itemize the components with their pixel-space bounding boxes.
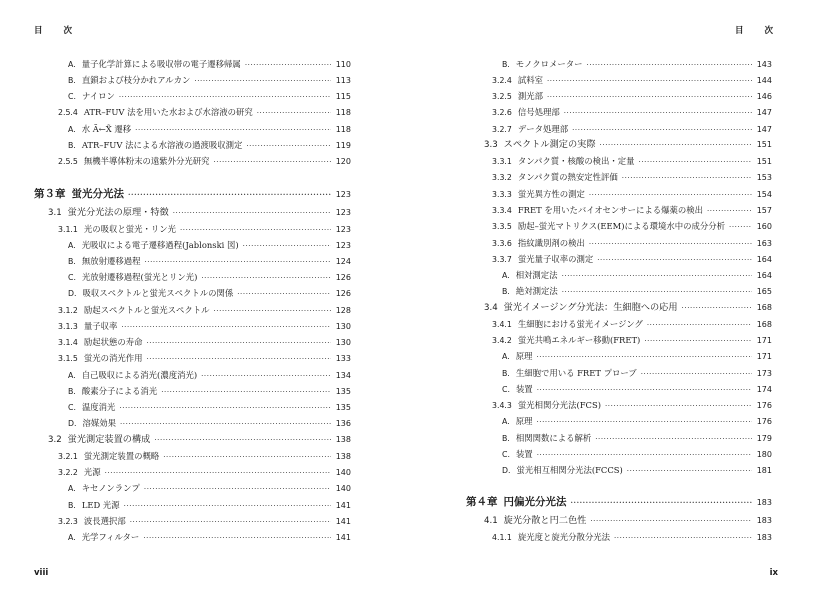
toc-entry-title: 励起スペクトルと蛍光スペクトル [83, 305, 210, 315]
toc-entry [484, 515, 772, 527]
toc-entry-number: C. [502, 385, 510, 394]
toc-entry-page: 118 [335, 108, 351, 117]
toc-entry [502, 464, 772, 476]
toc-entry-number: B. [68, 76, 76, 85]
toc-entry-number: A. [68, 125, 76, 134]
page-number: viii [34, 568, 49, 578]
dot-leader [605, 400, 752, 412]
toc-entry [58, 106, 351, 118]
toc-entry-number: 3.2.5 [492, 92, 512, 101]
toc-entry [492, 220, 772, 232]
toc-entry-page: 153 [756, 173, 772, 182]
dot-leader [180, 224, 331, 236]
toc-entry [492, 399, 772, 411]
toc-entry [68, 58, 351, 70]
toc-entry-page: 157 [756, 206, 772, 215]
toc-entry [492, 253, 772, 265]
dot-leader [587, 59, 753, 71]
toc-entry-page: 143 [756, 60, 772, 69]
toc-entry [484, 302, 772, 314]
toc-entry-number: C. [502, 450, 510, 459]
toc-entry-title: 蛍光測定装置の概略 [83, 451, 160, 461]
toc-entry-page: 164 [756, 255, 772, 264]
dot-leader [163, 451, 331, 463]
toc-entry [492, 334, 772, 346]
right-page [408, 0, 816, 599]
toc-entry-number: 3.4 [484, 303, 498, 313]
toc-entry-number: 4.1.1 [492, 533, 512, 542]
toc-entry-number: A. [68, 371, 76, 380]
running-header: 目 次 [735, 26, 782, 36]
dot-leader [547, 91, 752, 103]
toc-entry-page: 110 [335, 60, 351, 69]
toc-entry [48, 207, 351, 219]
toc-entry-page: 141 [335, 501, 351, 510]
toc-entry-title: タンパク質・核酸の検出・定量 [517, 156, 635, 166]
toc-entry [58, 466, 351, 478]
toc-entry-number: 3.2.1 [58, 452, 78, 461]
toc-entry-number: 3.3.3 [492, 190, 512, 199]
dot-leader [644, 335, 752, 347]
dot-leader [154, 434, 331, 446]
toc-entry-page: 135 [335, 387, 351, 396]
dot-leader [119, 402, 331, 414]
toc-entry-number: A. [68, 241, 76, 250]
toc-entry [492, 90, 772, 102]
toc-entry-title: 相関関数による解析 [515, 433, 592, 443]
toc-entry-title: 蛍光測定装置の構成 [67, 434, 151, 445]
dot-leader [639, 156, 752, 168]
toc-entry-number: 3.3.2 [492, 173, 512, 182]
toc-entry-page: 171 [756, 336, 772, 345]
toc-entry-title: 蛍光異方性の測定 [517, 189, 585, 199]
toc-entry-page: 120 [335, 157, 351, 166]
toc-entry-title: 旋光分散と円二色性 [503, 515, 587, 526]
toc-entry-page: 128 [335, 306, 351, 315]
toc-entry-number: 3.3.5 [492, 222, 512, 231]
dot-leader [257, 107, 331, 119]
dot-leader [536, 351, 752, 363]
toc-entry [68, 401, 351, 413]
toc-entry [492, 237, 772, 249]
toc-entry-number: A. [502, 417, 510, 426]
toc-entry [492, 171, 772, 183]
toc-entry-title: 蛍光相関分光法(FCS) [517, 400, 601, 410]
toc-entry-title: 無放射遷移過程 [81, 256, 141, 266]
toc-entry-title: 旋光度と旋光分散分光法 [517, 532, 610, 542]
toc-entry-title: ナイロン [81, 91, 115, 101]
toc-entry-number: 3.1 [48, 208, 62, 218]
dot-leader [537, 449, 752, 461]
toc-entry-number: 3.2 [48, 435, 62, 445]
toc-entry-page: 163 [756, 239, 772, 248]
toc-entry-number: 3.1.2 [58, 306, 78, 315]
toc-entry-number: 3.3.6 [492, 239, 512, 248]
toc-entry-number: 4.1 [484, 516, 498, 526]
toc-entry-number: 3.1.5 [58, 354, 78, 363]
dot-leader [614, 532, 752, 544]
toc-entry-title: 無機半導体粉末の遠紫外分光研究 [83, 156, 210, 166]
toc-entry [502, 58, 772, 70]
toc-entry-number: 3.1.1 [58, 225, 78, 234]
toc-entry [502, 432, 772, 444]
toc-entry-page: 136 [335, 419, 351, 428]
toc-entry [58, 155, 351, 167]
toc-entry-page: 119 [335, 141, 351, 150]
dot-leader [173, 207, 331, 219]
dot-leader [120, 418, 331, 430]
toc-entry-page: 130 [335, 322, 351, 331]
toc-entry-number: C. [68, 92, 76, 101]
toc-entry-number: 3.1.4 [58, 338, 78, 347]
toc-entry-title: 相対測定法 [515, 270, 558, 280]
toc-entry-number: B. [502, 369, 510, 378]
toc-entry-page: 173 [756, 369, 772, 378]
toc-entry-title: 温度消光 [81, 402, 116, 412]
toc-entry [68, 139, 351, 151]
toc-entry-page: 160 [756, 222, 772, 231]
toc-entry-page: 176 [756, 417, 772, 426]
toc-entry [58, 450, 351, 462]
dot-leader [201, 272, 331, 284]
toc-entry-page: 123 [335, 190, 351, 199]
toc-entry-number: B. [68, 257, 76, 266]
dot-leader [105, 467, 331, 479]
toc-entry-page: 183 [756, 516, 772, 525]
toc-entry [68, 74, 351, 86]
toc-entry [492, 106, 772, 118]
toc-entry-title: 装置 [515, 449, 533, 459]
dot-leader [119, 91, 331, 103]
toc-entry [484, 139, 772, 151]
toc-entry-page: 140 [335, 468, 351, 477]
running-header: 目 次 [34, 26, 81, 36]
toc-entry-title: 試料室 [517, 75, 543, 85]
toc-entry-title: 原理 [515, 416, 533, 426]
dot-leader [589, 238, 752, 250]
dot-leader [589, 189, 752, 201]
dot-leader [682, 302, 752, 314]
toc-entry [68, 385, 351, 397]
toc-entry-page: 180 [756, 450, 772, 459]
toc-entry-number: 3.4.2 [492, 336, 512, 345]
toc-entry-page: 141 [335, 517, 351, 526]
toc-entry-title: 水 Ã←X̃ 遷移 [81, 124, 132, 134]
dot-leader [564, 107, 752, 119]
toc-entry-number: A. [502, 271, 510, 280]
toc-entry-page: 115 [335, 92, 351, 101]
toc-entry-number: 3.3.1 [492, 157, 512, 166]
toc-entry-title: 励起–蛍光マトリクス(EEM)による環境水中の成分分析 [517, 221, 725, 231]
toc-entry [58, 336, 351, 348]
toc-entry [48, 434, 351, 446]
toc-entry [68, 255, 351, 267]
toc-entry [68, 287, 351, 299]
toc-entry-title: 装置 [515, 384, 533, 394]
toc-entry-title: キセノンランプ [81, 483, 140, 493]
toc-entry-page: 147 [756, 125, 772, 134]
toc-entry-number: 3.2.7 [492, 125, 512, 134]
toc-entry-number: 2.5.5 [58, 157, 78, 166]
toc-entry [492, 531, 772, 543]
toc-entry-title: 光放射遷移過程(蛍光とリン光) [81, 272, 198, 282]
toc-entry-page: 140 [335, 484, 351, 493]
toc-entry-title: タンパク質の熱安定性評価 [517, 172, 618, 182]
dot-leader [647, 319, 752, 331]
toc-entry [502, 350, 772, 362]
page-number: ix [769, 568, 778, 578]
dot-leader [130, 516, 331, 528]
dot-leader [161, 386, 331, 398]
toc-entry-page: 176 [756, 401, 772, 410]
toc-entry-title: LED 光源 [81, 500, 120, 510]
toc-entry [502, 285, 772, 297]
toc-entry-number: 第４章 [466, 496, 498, 508]
toc-entry-title: 信号処理部 [517, 107, 560, 117]
toc-entry [502, 448, 772, 460]
toc-entry-number: 3.3 [484, 140, 498, 150]
toc-entry-number: A. [502, 352, 510, 361]
toc-entry-title: FRET を用いたバイオセンサーによる爆薬の検出 [517, 205, 703, 215]
toc-entry [68, 482, 351, 494]
toc-list [408, 0, 816, 599]
toc-entry [502, 367, 772, 379]
toc-entry-number: B. [502, 434, 510, 443]
toc-entry-page: 138 [335, 452, 351, 461]
toc-entry-page: 134 [335, 371, 351, 380]
toc-entry-number: B. [68, 387, 76, 396]
toc-entry-page: 123 [335, 208, 351, 217]
toc-entry-title: 蛍光量子収率の測定 [517, 254, 594, 264]
toc-entry-number: 2.5.4 [58, 108, 78, 117]
toc-entry-number: C. [68, 403, 76, 412]
toc-entry-title: 測光部 [517, 91, 543, 101]
toc-entry-number: 3.2.2 [58, 468, 78, 477]
toc-entry-page: 113 [335, 76, 351, 85]
toc-entry-title: データ処理部 [517, 124, 569, 134]
dot-leader [124, 500, 331, 512]
toc-entry-title: 蛍光イメージング分光法：生細胞への応用 [503, 302, 678, 313]
dot-leader [201, 370, 331, 382]
toc-entry [58, 352, 351, 364]
toc-entry [34, 188, 351, 200]
toc-entry-page: 171 [756, 352, 772, 361]
toc-entry-title: 絶対測定法 [515, 286, 558, 296]
toc-entry-page: 146 [756, 92, 772, 101]
toc-entry-title: モノクロメーター [515, 59, 583, 69]
toc-entry [492, 123, 772, 135]
toc-entry [492, 74, 772, 86]
toc-entry-title: 吸収スペクトルと蛍光スペクトルの関係 [82, 288, 234, 298]
toc-entry-number: B. [68, 501, 76, 510]
dot-leader [143, 532, 331, 544]
toc-entry [492, 204, 772, 216]
toc-entry [492, 188, 772, 200]
toc-entry-number: 3.2.6 [492, 108, 512, 117]
toc-entry-page: 164 [756, 271, 772, 280]
toc-entry-number: 3.3.7 [492, 255, 512, 264]
toc-entry-page: 151 [756, 157, 772, 166]
toc-entry-number: A. [68, 60, 76, 69]
toc-entry [68, 271, 351, 283]
toc-entry-number: A. [68, 533, 76, 542]
toc-entry-page: 174 [756, 385, 772, 394]
toc-entry [58, 223, 351, 235]
dot-leader [246, 140, 331, 152]
toc-entry-page: 130 [335, 338, 351, 347]
dot-leader [243, 240, 331, 252]
toc-entry [466, 496, 772, 508]
toc-entry-page: 183 [756, 498, 772, 507]
dot-leader [213, 305, 331, 317]
dot-leader [562, 286, 752, 298]
dot-leader [537, 384, 752, 396]
dot-leader [146, 337, 331, 349]
dot-leader [597, 254, 752, 266]
toc-entry-title: 量子収率 [83, 321, 118, 331]
toc-entry-page: 126 [335, 273, 351, 282]
dot-leader [641, 368, 752, 380]
dot-leader [194, 75, 331, 87]
toc-entry-title: 励起状態の寿命 [83, 337, 143, 347]
dot-leader [144, 256, 331, 268]
toc-entry-page: 124 [335, 257, 351, 266]
dot-leader [729, 221, 752, 233]
toc-entry-title: 自己吸収による消光(濃度消光) [81, 370, 198, 380]
dot-leader [547, 75, 752, 87]
toc-entry-title: 光吸収による電子遷移過程(Jablonski 図) [81, 240, 239, 250]
toc-entry-title: 光学フィルター [81, 532, 140, 542]
toc-entry-number: 3.2.4 [492, 76, 512, 85]
toc-entry-number: 3.4.3 [492, 401, 512, 410]
toc-entry-number: D. [68, 419, 77, 428]
toc-entry-number: A. [68, 484, 76, 493]
toc-entry-title: 溶媒効果 [82, 418, 116, 428]
toc-entry-page: 138 [335, 435, 351, 444]
toc-entry-number: C. [68, 273, 76, 282]
toc-entry-number: 3.2.3 [58, 517, 78, 526]
toc-entry-title: 波長選択部 [83, 516, 126, 526]
toc-entry-page: 168 [756, 303, 772, 312]
toc-entry-title: 生細胞で用いる FRET プローブ [515, 368, 637, 378]
toc-entry-page: 154 [756, 190, 772, 199]
dot-leader [707, 205, 752, 217]
toc-entry-title: ATR–FUV 法を用いた水および水溶液の研究 [83, 107, 253, 117]
toc-entry-page: 181 [756, 466, 772, 475]
toc-entry-number: D. [502, 466, 511, 475]
toc-entry [58, 515, 351, 527]
toc-entry-page: 123 [335, 241, 351, 250]
toc-entry-title: 蛍光分光法 [71, 188, 124, 200]
toc-entry-page: 141 [335, 533, 351, 542]
dot-leader [237, 288, 331, 300]
toc-entry [68, 239, 351, 251]
dot-leader [144, 483, 331, 495]
toc-entry-number: 3.4.1 [492, 320, 512, 329]
toc-entry-page: 123 [335, 225, 351, 234]
toc-entry-title: 量子化学計算による吸収帯の電子遷移帰属 [81, 59, 241, 69]
toc-entry-title: 蛍光相互相関分光法(FCCS) [516, 465, 623, 475]
dot-leader [590, 515, 752, 527]
dot-leader [146, 353, 331, 365]
toc-entry-page: 126 [335, 289, 351, 298]
toc-entry [68, 123, 351, 135]
toc-entry [502, 269, 772, 281]
toc-entry-title: スペクトル測定の実際 [503, 139, 596, 150]
toc-entry [68, 417, 351, 429]
toc-entry-page: 183 [756, 533, 772, 542]
toc-entry [68, 531, 351, 543]
dot-leader [622, 172, 752, 184]
toc-entry-title: 直鎖および枝分かれアルカン [81, 75, 191, 85]
dot-leader [128, 189, 331, 201]
toc-entry-title: 指紋識別剤の検出 [517, 238, 585, 248]
toc-entry [492, 318, 772, 330]
toc-entry-page: 165 [756, 287, 772, 296]
toc-entry [68, 369, 351, 381]
toc-entry-number: B. [502, 287, 510, 296]
toc-entry [492, 155, 772, 167]
toc-entry-page: 135 [335, 403, 351, 412]
toc-entry-title: 光の吸収と蛍光・リン光 [83, 224, 176, 234]
toc-entry-title: 原理 [515, 351, 533, 361]
toc-entry-page: 147 [756, 108, 772, 117]
toc-entry [502, 415, 772, 427]
dot-leader [600, 139, 752, 151]
dot-leader [571, 497, 753, 509]
toc-entry-page: 179 [756, 434, 772, 443]
toc-entry-title: 生細胞における蛍光イメージング [517, 319, 643, 329]
toc-entry [58, 320, 351, 332]
toc-entry [58, 304, 351, 316]
toc-entry-number: B. [502, 60, 510, 69]
toc-entry-number: D. [68, 289, 77, 298]
toc-entry-page: 168 [756, 320, 772, 329]
toc-entry-number: 3.1.3 [58, 322, 78, 331]
toc-entry-title: 蛍光分光法の原理・特徴 [67, 207, 169, 218]
dot-leader [595, 433, 752, 445]
toc-entry-title: 円偏光分光法 [503, 496, 567, 508]
toc-entry-page: 151 [756, 140, 772, 149]
toc-entry-title: 光源 [83, 467, 101, 477]
toc-entry-page: 133 [335, 354, 351, 363]
toc-entry-number: B. [68, 141, 76, 150]
dot-leader [627, 465, 752, 477]
dot-leader [572, 124, 752, 136]
dot-leader [562, 270, 752, 282]
dot-leader [121, 321, 331, 333]
toc-entry-title: 酸素分子による消光 [81, 386, 158, 396]
toc-entry-title: ATR–FUV 法による水溶液の過渡吸収測定 [81, 140, 243, 150]
dot-leader [135, 124, 331, 136]
toc-entry-title: 蛍光共鳴エネルギー移動(FRET) [517, 335, 641, 345]
toc-entry-number: 3.3.4 [492, 206, 512, 215]
dot-leader [213, 156, 331, 168]
toc-entry-page: 144 [756, 76, 772, 85]
toc-entry-page: 118 [335, 125, 351, 134]
toc-entry [502, 383, 772, 395]
toc-entry-title: 蛍光の消光作用 [83, 353, 143, 363]
toc-entry [68, 90, 351, 102]
dot-leader [536, 416, 752, 428]
toc-entry-number: 第３章 [34, 188, 66, 200]
toc-entry [68, 499, 351, 511]
dot-leader [245, 59, 331, 71]
